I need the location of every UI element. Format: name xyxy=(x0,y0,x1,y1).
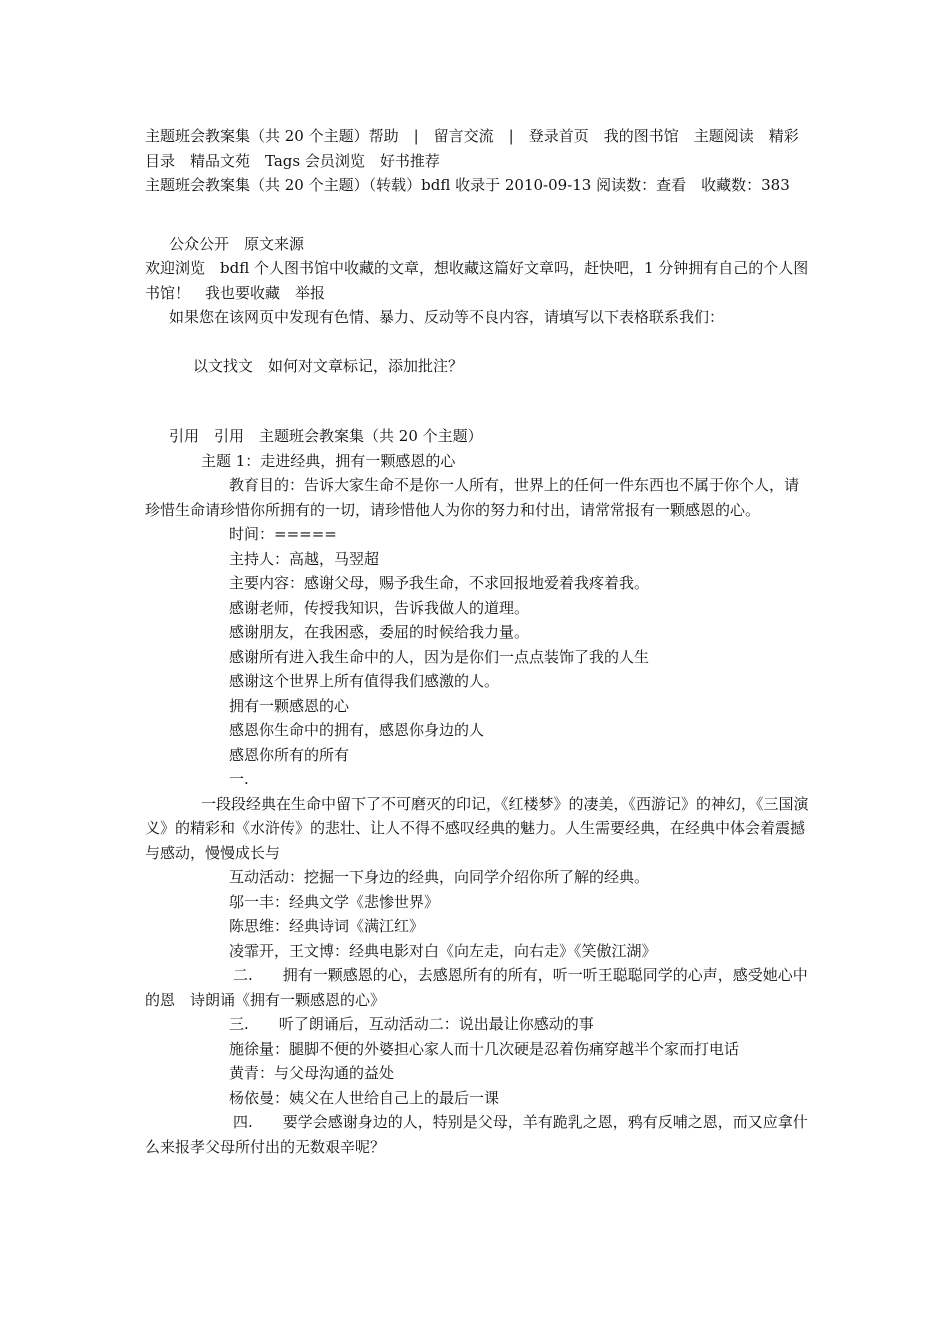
host-line: 主持人：高越，马翌超 xyxy=(229,549,380,568)
section-four: 四. 要学会感谢身边的人，特别是父母，羊有跪乳之恩，鸦有反哺之恩，而又应拿什么来报孝父母所付出的无数艰辛呢？ xyxy=(145,1113,808,1156)
grateful-all: 感恩你所有的所有 xyxy=(229,745,350,764)
header-nav-line: 主题班会教案集（共 20 个主题）帮助 | 留言交流 | 登录首页 我的图书馆 主题阅读 精彩目录 精品文苑 Tags 会员浏览 好书推荐 xyxy=(145,127,799,170)
quote-line: 引用 引用 主题班会教案集（共 20 个主题） xyxy=(169,427,483,445)
student-line: 凌霏开，王文博：经典电影对白《向左走，向右走》《笑傲江湖》 xyxy=(229,941,657,960)
article-title-info: 主题班会教案集（共 20 个主题）（转载）bdfl 收录于 2010-09-13 阅读数：查看 收藏数：383 xyxy=(145,176,790,194)
thanks-friend: 感谢朋友，在我困惑，委屈的时候给我力量。 xyxy=(229,623,530,641)
find-article-line: 以文找文 如何对文章标记，添加批注？ xyxy=(193,356,464,375)
story-line: 施徐量：腿脚不便的外婆担心家人而十几次硬是忍着伤痛穿越半个家而打电话 xyxy=(229,1039,740,1058)
document-page xyxy=(145,124,810,1159)
section-one: 一. xyxy=(229,770,249,788)
welcome-text: 欢迎浏览 bdfl 个人图书馆中收藏的文章，想收藏这篇好文章吗，赶快吧，1 分钟拥有自己的个人图书馆！ 我也要收藏 举报 xyxy=(145,259,809,302)
thanks-teacher: 感谢老师，传授我知识，告诉我做人的道理。 xyxy=(229,598,530,617)
section-three: 三. 听了朗诵后，互动活动二：说出最让你感动的事 xyxy=(229,1015,594,1033)
spacer xyxy=(145,330,810,354)
story-line: 杨依曼：姨父在人世给自己上的最后一课 xyxy=(229,1088,500,1107)
spacer xyxy=(145,378,810,424)
thanks-world: 感谢这个世界上所有值得我们感激的人。 xyxy=(229,672,500,690)
activity-one: 互动活动：挖掘一下身边的经典，向同学介绍你所了解的经典。 xyxy=(229,868,650,886)
classics-paragraph: 一段段经典在生命中留下了不可磨灭的印记，《红楼梦》的凄美，《西游记》的神幻，《三国演义》的精彩和《水浒传》的悲壮、让人不得不感叹经典的魅力。人生需要经典，在经典中体会着震撼与感动，慢慢成长与 xyxy=(145,794,809,862)
grateful-life: 感恩你生命中的拥有，感恩你身边的人 xyxy=(229,721,485,739)
spacer xyxy=(145,198,810,232)
content-line: 主要内容：感谢父母，赐予我生命，不求回报地爱着我疼着我。 xyxy=(229,574,650,592)
theme-heading: 主题 1：走进经典，拥有一颗感恩的心 xyxy=(201,451,456,470)
education-goal: 教育目的：告诉大家生命不是你一人所有，世界上的任何一件东西也不属于你个人，请珍惜生命请珍惜你所拥有的一切，请珍惜他人为你的努力和付出，请常常报有一颗感恩的心。 xyxy=(145,476,800,519)
own-heart: 拥有一颗感恩的心 xyxy=(229,696,350,715)
report-text: 如果您在该网页中发现有色情、暴力、反动等不良内容，请填写以下表格联系我们： xyxy=(169,308,725,326)
student-line: 邬一丰：经典文学《悲惨世界》 xyxy=(229,892,440,911)
student-line: 陈思维：经典诗词《满江红》 xyxy=(229,917,425,935)
public-source-line: 公众公开 原文来源 xyxy=(169,234,305,253)
story-line: 黄青：与父母沟通的益处 xyxy=(229,1064,395,1082)
section-two: 二. 拥有一颗感恩的心，去感恩所有的所有，听一听王聪聪同学的心声，感受她心中的恩 诗朗诵《拥有一颗感恩的心》 xyxy=(145,966,808,1009)
thanks-all: 感谢所有进入我生命中的人，因为是你们一点点装饰了我的人生 xyxy=(229,647,650,666)
time-line: 时间：===== xyxy=(229,525,337,543)
